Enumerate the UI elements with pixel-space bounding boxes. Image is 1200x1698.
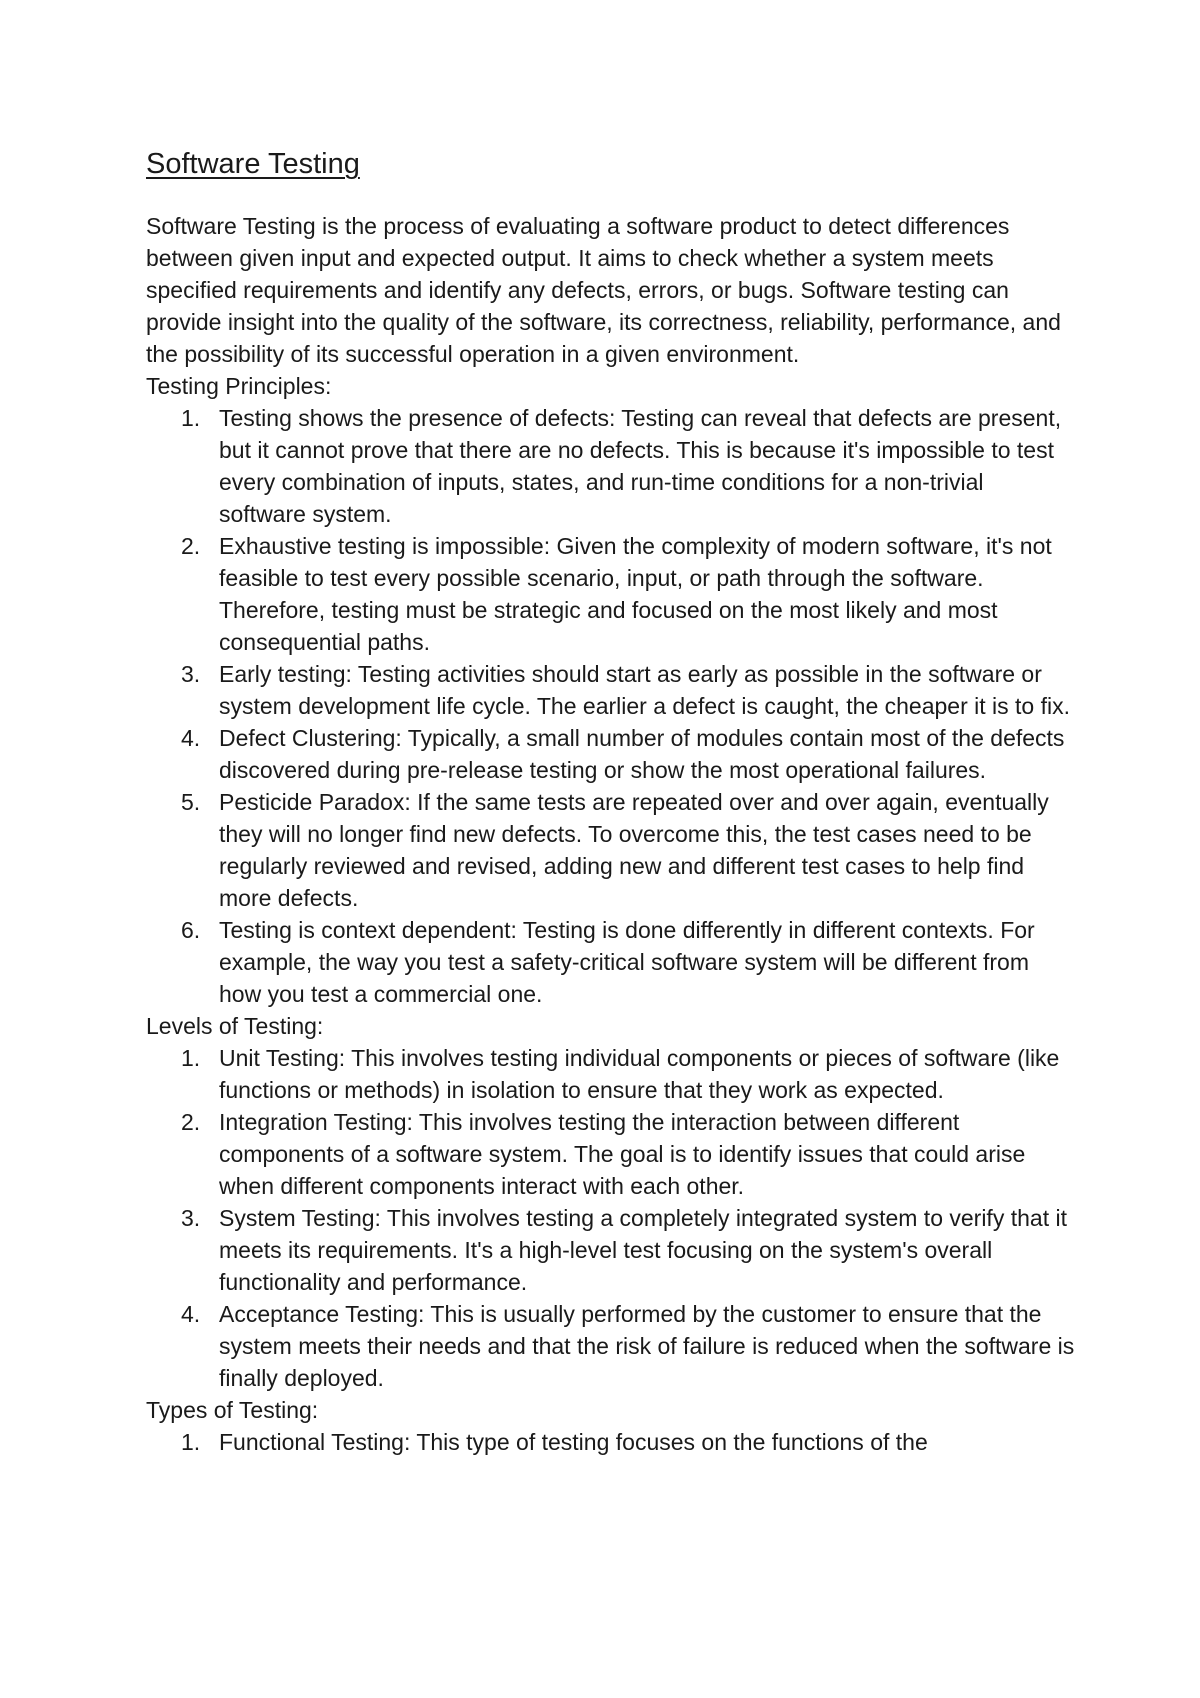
list-item-text: Integration Testing: This involves testing the interaction between different components of a software system. The goal is to identify issues that could arise when different components interact with each other. (219, 1109, 1026, 1199)
list-item-text: Exhaustive testing is impossible: Given the complexity of modern software, it's not feasible to test every possible scenario, input, or path through the software. Therefore, testing must be strategic and focused on the most likely and most consequential paths. (219, 533, 1052, 655)
list-item-text: System Testing: This involves testing a completely integrated system to verify that it meets its requirements. It's a high-level test focusing on the system's overall functionality and performance. (219, 1205, 1067, 1295)
list-item (146, 786, 1076, 914)
list-item (146, 658, 1076, 722)
list-item (146, 530, 1076, 658)
list-number: 3. (181, 1205, 201, 1231)
list-item (146, 1298, 1076, 1394)
list-item-text: Unit Testing: This involves testing individual components or pieces of software (like functions or methods) in isolation to ensure that they work as expected. (219, 1045, 1060, 1103)
list-item-text: Defect Clustering: Typically, a small number of modules contain most of the defects discovered during pre-release testing or show the most operational failures. (219, 725, 1065, 783)
levels-of-testing-list (146, 1042, 1076, 1394)
section-heading-types-of-testing: Types of Testing: (146, 1397, 319, 1423)
list-item (146, 402, 1076, 530)
list-number: 4. (181, 1301, 201, 1327)
list-item-text: Early testing: Testing activities should start as early as possible in the software or system development life cycle. The earlier a defect is caught, the cheaper it is to fix. (219, 661, 1070, 719)
page-title: Software Testing (146, 148, 360, 180)
document-body (146, 146, 1076, 1458)
list-number: 3. (181, 661, 201, 687)
list-item-text: Testing shows the presence of defects: Testing can reveal that defects are present, but it cannot prove that there are no defects. This is because it's impossible to test every combination of inputs, states, and run-time conditions for a non-trivial software system. (219, 405, 1062, 527)
section-heading-levels-of-testing: Levels of Testing: (146, 1013, 324, 1039)
list-item-text: Acceptance Testing: This is usually performed by the customer to ensure that the system meets their needs and that the risk of failure is reduced when the software is finally deployed. (219, 1301, 1075, 1391)
list-item-text: Testing is context dependent: Testing is done differently in different contexts. For example, the way you test a safety-critical software system will be different from how you test a commercial one. (219, 917, 1035, 1007)
section-heading-testing-principles: Testing Principles: (146, 373, 332, 399)
types-of-testing-list (146, 1426, 1076, 1458)
list-item (146, 914, 1076, 1010)
list-number: 1. (181, 405, 201, 431)
list-item (146, 1106, 1076, 1202)
list-item (146, 1426, 1076, 1458)
intro-paragraph: Software Testing is the process of evaluating a software product to detect differences between given input and expected output. It aims to check whether a system meets specified requirements and identify any defects, errors, or bugs. Software testing can provide insight into the quality of the software, its correctness, reliability, performance, and the possibility of its successful operation in a given environment. (146, 213, 1061, 367)
list-number: 2. (181, 1109, 201, 1135)
list-number: 4. (181, 725, 201, 751)
list-number: 5. (181, 789, 201, 815)
list-number: 1. (181, 1045, 201, 1071)
list-number: 2. (181, 533, 201, 559)
list-item-text: Pesticide Paradox: If the same tests are repeated over and over again, eventually they will no longer find new defects. To overcome this, the test cases need to be regularly reviewed and revised, adding new and different test cases to help find more defects. (219, 789, 1049, 911)
list-item (146, 1202, 1076, 1298)
testing-principles-list (146, 402, 1076, 1010)
list-item-text: Functional Testing: This type of testing focuses on the functions of the (219, 1429, 928, 1455)
list-number: 1. (181, 1429, 201, 1455)
list-item (146, 1042, 1076, 1106)
list-number: 6. (181, 917, 201, 943)
list-item (146, 722, 1076, 786)
